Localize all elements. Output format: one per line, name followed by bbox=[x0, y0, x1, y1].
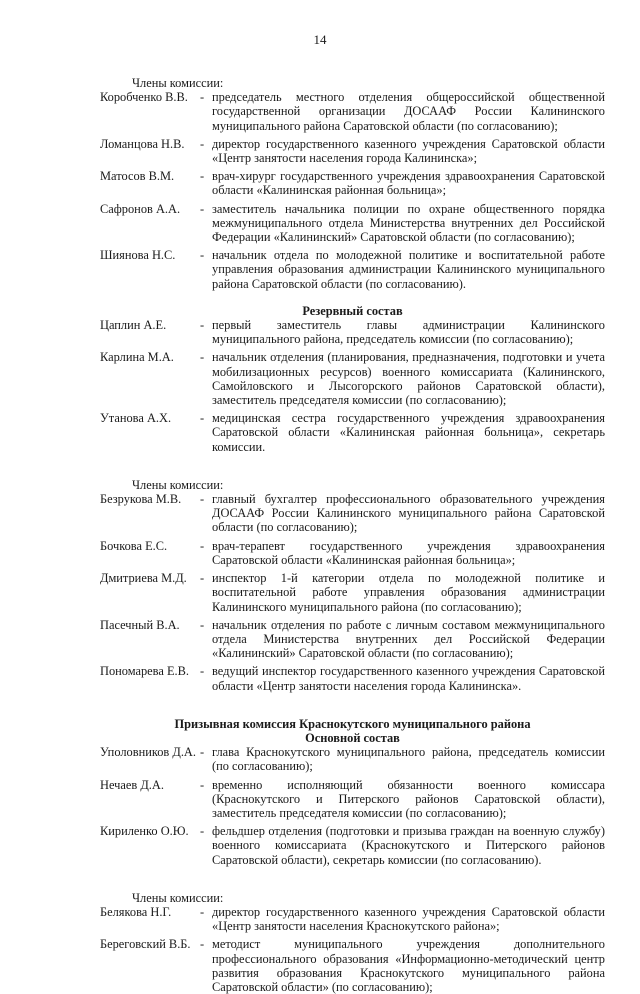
member-position: главный бухгалтер профессионального образовательного учреждения ДОСААФ России Калининского муниципального района Саратовской области (по согласованию); bbox=[212, 492, 605, 535]
dash-separator: - bbox=[200, 169, 205, 184]
dash-separator: - bbox=[200, 777, 205, 792]
section-title: Основной состав bbox=[305, 730, 400, 745]
member-position: ведущий инспектор государственного казенного учреждения Саратовской области «Центр занятости населения города Калининска». bbox=[212, 664, 605, 693]
member-position: врач-терапевт государственного учреждения здравоохранения Саратовской области «Калининская районная больница»; bbox=[212, 538, 605, 567]
member-name: Нечаев Д.А. bbox=[100, 777, 164, 792]
member-name: Матосов В.М. bbox=[100, 169, 175, 184]
member-position: председатель местного отделения общероссийской общественной государственной организации ДОСААФ России Калининского муниципального района Саратовской области (по согласованию); bbox=[212, 90, 605, 133]
member-entry bbox=[100, 318, 605, 346]
member-name: Карлина М.А. bbox=[100, 350, 174, 365]
dash-separator: - bbox=[200, 571, 205, 586]
dash-separator: - bbox=[200, 538, 205, 553]
member-entry bbox=[100, 137, 605, 165]
member-entry bbox=[100, 169, 605, 197]
member-entry bbox=[100, 905, 605, 933]
spacer bbox=[100, 693, 605, 717]
member-position: инспектор 1-й категории отдела по молодежной политике и воспитательной работе управления образования администрации Калининского муниципального района (по согласованию); bbox=[212, 571, 605, 614]
member-entry bbox=[100, 202, 605, 245]
member-position: начальник отдела по молодежной политике и воспитательной работе управления образования администрации Калининского муниципального района Саратовской области (по согласованию). bbox=[212, 248, 605, 291]
member-entry bbox=[100, 745, 605, 773]
dash-separator: - bbox=[200, 937, 205, 952]
member-position: глава Краснокутского муниципального района, председатель комиссии (по согласованию); bbox=[212, 745, 605, 774]
dash-separator: - bbox=[200, 824, 205, 839]
member-entry bbox=[100, 778, 605, 821]
member-entry bbox=[100, 618, 605, 661]
members-heading: Члены комиссии: bbox=[132, 477, 224, 492]
member-name: Белякова Н.Г. bbox=[100, 904, 172, 919]
dash-separator: - bbox=[200, 248, 205, 263]
member-entry bbox=[100, 664, 605, 692]
dash-separator: - bbox=[200, 201, 205, 216]
member-position: методист муниципального учреждения дополнительного профессионального образования «Информационно-методический центр развития образования Краснокутского муниципального района Саратовской области» (по согласованию); bbox=[212, 937, 605, 994]
member-entry bbox=[100, 824, 605, 867]
dash-separator: - bbox=[200, 904, 205, 919]
dash-separator: - bbox=[200, 617, 205, 632]
members-heading: Члены комиссии: bbox=[132, 890, 224, 905]
dash-separator: - bbox=[200, 411, 205, 426]
dash-separator: - bbox=[200, 664, 205, 679]
page-number: 14 bbox=[313, 32, 327, 47]
dash-separator: - bbox=[200, 318, 205, 333]
member-name: Утанова А.Х. bbox=[100, 411, 172, 426]
member-position: временно исполняющий обязанности военного комиссара (Краснокутского и Питерского районов Саратовской области), заместитель председателя комиссии (по согласованию); bbox=[212, 777, 605, 820]
member-position: директор государственного казенного учреждения Саратовской области «Центр занятости населения города Калининска»; bbox=[212, 136, 605, 166]
member-name: Пономарева Е.В. bbox=[100, 664, 189, 679]
member-position: начальник отделения по работе с личным составом межмуниципального отдела Министерства внутренних дел Российской Федерации «Калининский» Саратовской области (по согласованию); bbox=[212, 617, 605, 661]
member-entry bbox=[100, 248, 605, 291]
member-entry bbox=[100, 411, 605, 454]
member-position: директор государственного казенного учреждения Саратовской области «Центр занятости населения Краснокутского района»; bbox=[212, 904, 605, 934]
members-heading: Члены комиссии: bbox=[132, 76, 224, 90]
member-entry bbox=[100, 571, 605, 614]
dash-separator: - bbox=[200, 90, 205, 105]
member-entry bbox=[100, 90, 605, 133]
member-entry bbox=[100, 492, 605, 535]
section-title: Призывная комиссия Краснокутского муниципального района bbox=[174, 716, 531, 731]
dash-separator: - bbox=[200, 745, 205, 760]
member-name: Бочкова Е.С. bbox=[100, 538, 168, 553]
dash-separator: - bbox=[200, 136, 205, 151]
member-entry bbox=[100, 937, 605, 994]
member-entry bbox=[100, 539, 605, 567]
member-name: Береговский В.Б. bbox=[100, 937, 191, 952]
member-position: первый заместитель главы администрации Калининского муниципального района, председатель комиссии (по согласованию); bbox=[212, 318, 605, 347]
dash-separator: - bbox=[200, 492, 205, 507]
section-title: Резервный состав bbox=[302, 303, 403, 318]
member-name: Дмитриева М.Д. bbox=[100, 571, 187, 586]
member-name: Безрукова М.В. bbox=[100, 492, 182, 507]
document-body bbox=[100, 76, 605, 994]
member-position: заместитель начальника полиции по охране общественного порядка межмуниципального отдела Министерства внутренних дел Российской Федерации «Калининский» Саратовской области (по согласованию); bbox=[212, 201, 605, 245]
member-name: Цаплин А.Е. bbox=[100, 318, 167, 333]
member-position: врач-хирург государственного учреждения здравоохранения Саратовской области «Калининская районная больница»; bbox=[212, 169, 605, 198]
dash-separator: - bbox=[200, 350, 205, 365]
member-name: Пасечный В.А. bbox=[100, 617, 180, 632]
member-name: Кириленко О.Ю. bbox=[100, 824, 189, 839]
member-name: Сафронов А.А. bbox=[100, 201, 181, 216]
member-name: Коробченко В.В. bbox=[100, 90, 188, 105]
member-position: медицинская сестра государственного учреждения здравоохранения Саратовской области «Калининская районная больница», секретарь комиссии. bbox=[212, 411, 605, 454]
spacer bbox=[100, 291, 605, 304]
member-entry bbox=[100, 350, 605, 407]
member-position: начальник отделения (планирования, предназначения, подготовки и учета мобилизационных ресурсов) военного комиссариата (Калининского, Самойловского и Лысогорского районов Саратовской области), заместитель председателя комиссии (по согласованию); bbox=[212, 350, 605, 408]
member-position: фельдшер отделения (подготовки и призыва граждан на военную службу) военного комиссариата (Краснокутского и Питерского районов Саратовской области), секретарь комиссии (по согласованию). bbox=[212, 824, 605, 867]
member-name: Уполовников Д.А. bbox=[100, 745, 196, 760]
member-name: Шиянова Н.С. bbox=[100, 248, 176, 263]
spacer bbox=[100, 454, 605, 478]
member-name: Ломанцова Н.В. bbox=[100, 136, 185, 151]
spacer bbox=[100, 867, 605, 891]
